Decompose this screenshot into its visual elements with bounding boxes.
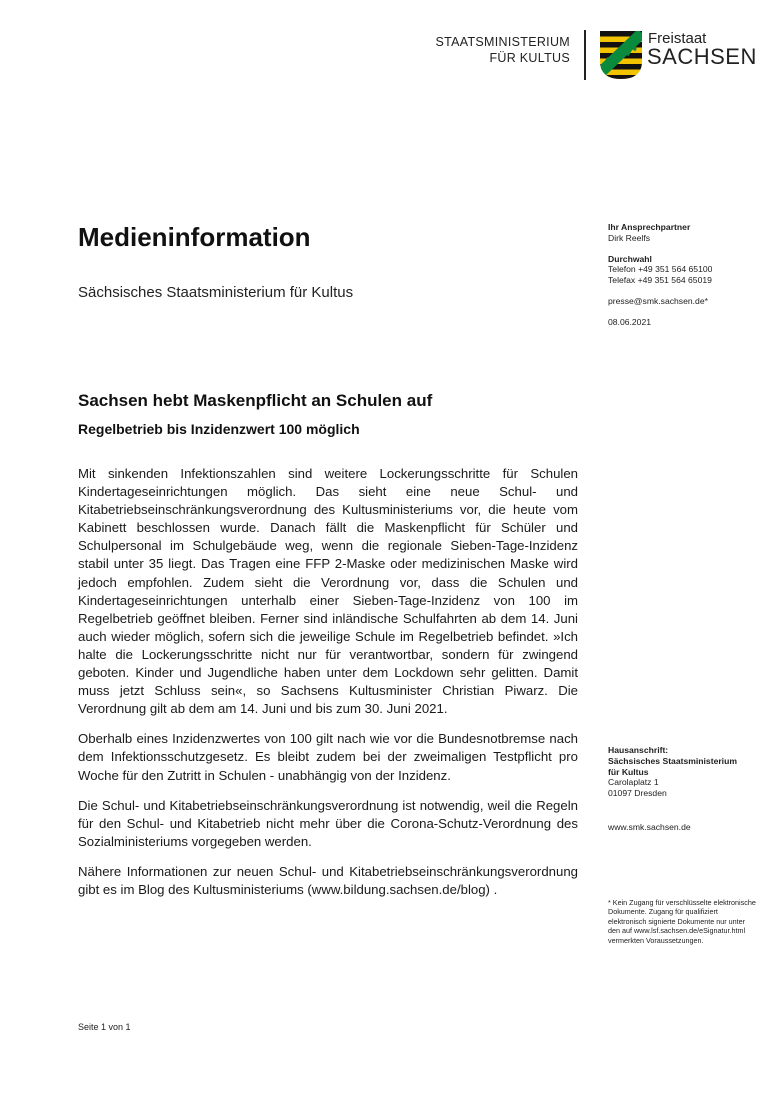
body-paragraph: Die Schul- und Kitabetriebseinschränkungsverordnung ist notwendig, weil die Regeln für den Schul- und Kitabetrieb nicht mehr über die Corona-Schutz-Verordnung des Sozialministeriums vorgegeben werden. [78,797,578,849]
headline: Sachsen hebt Maskenpflicht an Schulen auf [78,391,433,410]
address-street: Carolaplatz 1 [608,777,659,788]
address-city: 01097 Dresden [608,788,667,799]
address-label: Hausanschrift: [608,745,669,755]
article-body [78,465,578,911]
page-number: Seite 1 von 1 [78,1022,131,1032]
website-link[interactable]: www.smk.sachsen.de [608,822,691,832]
page-subtitle: Sächsisches Staatsministerium für Kultus [78,284,354,301]
contact-partner-name: Dirk Reelfs [608,232,651,243]
logo-freistaat-text: Freistaat [648,30,707,47]
contact-telefon: Telefon +49 351 564 65100 [608,264,713,275]
header-divider [584,30,586,80]
press-date: 08.06.2021 [608,316,652,327]
contact-partner-label: Ihr Ansprechpartner [608,222,691,232]
contact-telefax: Telefax +49 351 564 65019 [608,275,712,286]
ministry-name-line2: FÜR KULTUS [489,51,570,65]
ministry-name [435,34,570,66]
contact-durchwahl-label: Durchwahl [608,253,652,264]
saxony-coat-of-arms-icon [600,31,642,84]
subheadline: Regelbetrieb bis Inzidenzwert 100 möglich [78,421,360,437]
logo-sachsen-text: SACHSEN [647,44,757,69]
contact-block [608,222,768,338]
address-org-line1: Sächsisches Staatsministerium [608,755,737,766]
ministry-name-line1: STAATSMINISTERIUM [435,35,570,49]
body-paragraph: Oberhalb eines Inzidenzwertes von 100 gilt nach wie vor die Bundesnotbremse nach dem Infektionsschutzgesetz. Es bleibt zudem bei der zweimaligen Testpflicht pro Woche für den Zutritt in Schulen - unabhängig von der Inzidenz. [78,731,578,783]
postal-address [608,745,768,799]
body-paragraph: Nähere Informationen zur neuen Schul- und Kitabetriebseinschränkungsverordnung gibt es im Blog des Kultusministeriums (www.bildung.sachsen.de/blog) . [78,863,578,897]
address-org-line2: für Kultus [608,766,649,777]
page-title: Medieninformation [78,222,311,252]
contact-email[interactable]: presse@smk.sachsen.de* [608,295,708,306]
footnote: * Kein Zugang für verschlüsselte elektronische Dokumente. Zugang für qualifiziert elektronisch signierte Dokumente nur unter den auf www.lsf.sachsen.de/eSignatur.html vermerkten Voraussetzungen. [608,898,756,945]
body-paragraph: Mit sinkenden Infektionszahlen sind weitere Lockerungsschritte für Schulen Kindertageseinrichtungen möglich. Das sieht eine neue Schul- und Kitabetriebseinschränkungsverordnung des Kultusministeriums vor, die heute vom Kabinett beschlossen wurde. Danach fällt die Maskenpflicht für Schüler und Schulpersonal im Schulgebäude weg, wenn die regionale Sieben-Tage-Inzidenz stabil unter 35 liegt. Das Tragen eine FFP 2-Maske oder medizinischen Maske wird jedoch empfohlen. Zudem sieht die Verordnung vor, dass die Schulen und Kindertageseinrichtungen unterhalb einer Sieben-Tage-Inzidenz von 100 im Regelbetrieb geöffnet bleiben. Ferner sind inländische Schulfahrten ab dem 14. Juni auch wieder möglich, sofern sich die jeweilige Schule im Regelbetrieb befindet. »Ich halte die Lockerungsschritte nicht nur für verantwortbar, sondern für zwingend geboten. Kinder und Jugendliche haben unter dem Lockdown sehr gelitten. Damit muss jetzt Schluss sein«, so Sachsens Kultusminister Christian Piwarz. Die Verordnung gilt ab dem am 14. Juni und bis zum 30. Juni 2021. [78,466,578,717]
